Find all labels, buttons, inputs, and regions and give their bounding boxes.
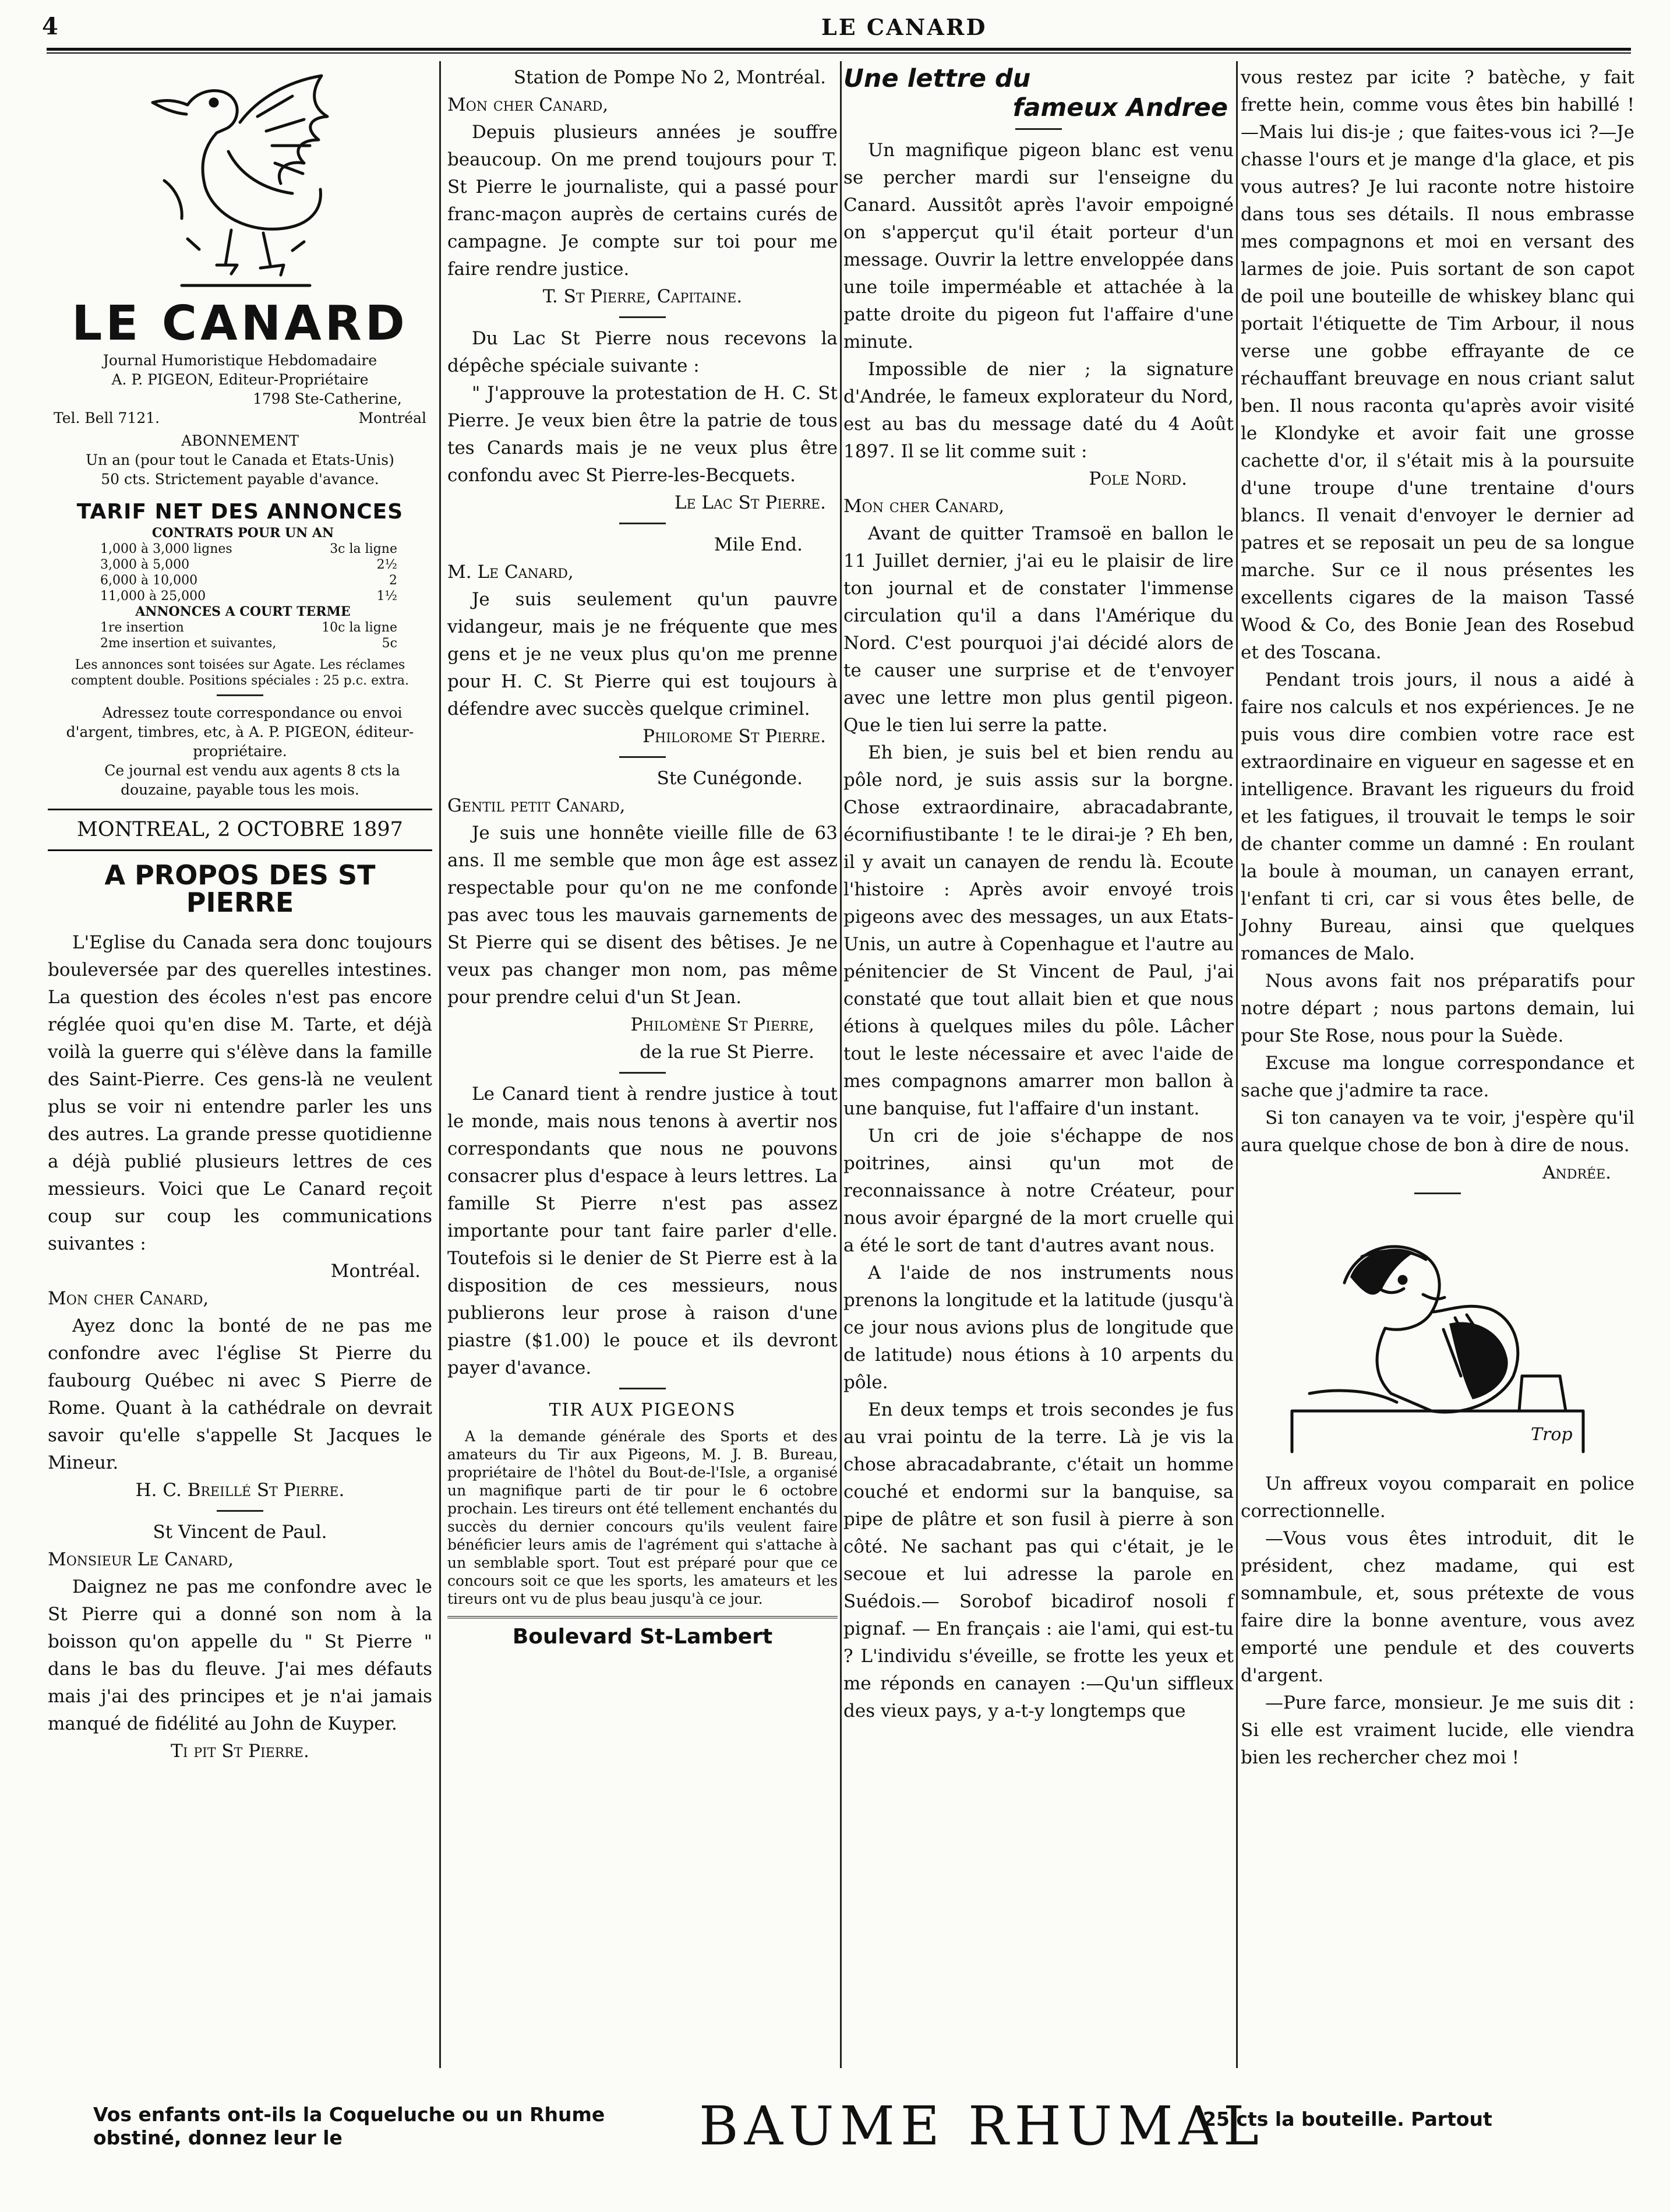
anecdote-paragraph: —Pure farce, monsieur. Je me suis dit : Si elle est vraiment lucide, elle viendra bien les rechercher chez moi ! [1241, 1692, 1634, 1768]
letter-place: Ste Cunégonde. [656, 768, 803, 789]
tarif-row: 1re insertion 10c la ligne [100, 620, 397, 635]
column-rule [439, 61, 441, 2068]
tarif-row: 6,000 à 10,000 2 [100, 573, 397, 588]
tarif-row: 2me insertion et suivantes, 5c [100, 636, 397, 651]
divider [217, 694, 263, 696]
correspondance-note: Adressez toute correspondance ou envoi d'argent, timbres, etc, à A. P. PIGEON, éditeur-propriétaire. [66, 704, 414, 760]
letter-signature: Philomène St Pierre, [630, 1014, 814, 1035]
masthead [48, 64, 432, 799]
contrats-label: CONTRATS POUR UN AN [151, 525, 334, 541]
andree-headline-line-2: fameux Andree [1012, 93, 1228, 122]
column-3 [843, 64, 1234, 1725]
running-header [35, 8, 1637, 43]
tir-body: A la demande générale des Sports et des amateurs du Tir aux Pigeons, M. J. B. Bureau, propriétaire de l'hôtel du Bout-de-l'Isle, a organisé un magnifique parti de tir pour le 6 octobre prochain. Les tireurs ont été tellement enchantés du succès du dernier concours qu'ils veulent faire bénéficier leurs amis de l'agrément qui s'attache à un semblable sport. Tout est préparé pour que ce concours soit ce que les sports, les amateurs et les tireurs ont vu de plus beau jusqu'à ce jour. [447, 1428, 838, 1607]
editor-note: Le Canard tient à rendre justice à tout le monde, mais nous tenons à avertir nos correspondants que nous ne pouvons consacrer plus d'espace à leurs lettres. La famille St Pierre n'est pas assez importante pour tant faire parler d'elle. Toutefois si le denier de St Pierre est à la disposition de ces messieurs, nous publierons leur prose à raison d'une piastre ($1.00) le pouce et ils devront payer d'avance. [447, 1084, 838, 1378]
andree-paragraph: Eh bien, je suis bel et bien rendu au pôle nord, je suis assis sur la borgne. Chose extraordinaire, abracadabrante, écornifiustibante ! te le dirai-je ? Eh ben, il y avait un canayen de rendu là. Ecoute l'histoire : Après avoir envoyé trois pigeons avec des messages, un aux Etats-Unis, un autre à Copenhague et l'autre au pénitencier de St Vincent de Paul, j'ai constaté que tout allait bien et que nous étions à quelques miles du pôle. Lâcher tout le leste nécessaire et avec l'aide de mes compagnons amarrer mon ballon à une banquise, fut l'affaire d'un instant. [843, 742, 1234, 1119]
divider [217, 1510, 263, 1512]
letter-signature: Ti pit St Pierre. [171, 1741, 309, 1762]
letter-salutation: M. Le Canard, [447, 562, 574, 583]
divider [1015, 128, 1062, 130]
column-4 [1241, 64, 1634, 1772]
tarif-title: TARIF NET DES ANNONCES [76, 500, 404, 524]
footer-brand: BAUME RHUMAL [699, 2095, 1265, 2157]
court-terme-label: ANNONCES A COURT TERME [135, 604, 351, 619]
letter-signature: H. C. Breillé St Pierre. [135, 1480, 345, 1501]
andree-paragraph: Impossible de nier ; la signature d'Andrée, le fameux explorateur du Nord, est au bas du message daté du 4 Août 1897. Il se lit comme suit : [843, 359, 1234, 462]
letter-signature: T. St Pierre, Capitaine. [542, 286, 743, 307]
abonnement-label: ABONNEMENT [181, 432, 299, 449]
letter-place: Mile End. [714, 534, 803, 555]
andree-paragraph: Nous avons fait nos préparatifs pour notre départ ; nous partons demain, lui pour Ste Rose, nous pour la Suède. [1241, 971, 1634, 1046]
andree-paragraph: Un magnifique pigeon blanc est venu se percher mardi sur l'enseigne du Canard. Aussitôt après l'avoir empoigné on s'apperçut qu'il était porteur d'un message. Ouvrir la lettre enveloppée dans une toile imperméable et attachée à la patte droite du pigeon fut l'affaire d'une minute. [843, 140, 1234, 352]
letter-salutation: Mon cher Canard, [843, 496, 1005, 517]
letter-body: " J'approuve la protestation de H. C. St Pierre. Je veux bien être la patrie de tous tes Canards mais je ne veux plus être confondu avec St Pierre-les-Becquets. [447, 383, 838, 486]
letter-salutation: Mon cher Canard, [447, 94, 609, 115]
dateline: MONTREAL, 2 OCTOBRE 1897 [48, 809, 432, 851]
letter-place: St Vincent de Paul. [153, 1522, 327, 1543]
city: Montréal [358, 410, 426, 426]
letter-signature: Le Lac St Pierre. [674, 492, 826, 513]
publisher: A. P. PIGEON, Editeur-Propriétaire [111, 371, 369, 388]
letter-salutation: Monsieur Le Canard, [48, 1549, 234, 1570]
footer-advertisement [70, 2097, 1613, 2161]
andree-paragraph: Pendant trois jours, il nous a aidé à faire nos calculs et nos expériences. Je ne puis vous dire combien votre race est extraordinaire en vigueur en sagesse et en intelligence. Bravant les rigueurs du froid et les fatigues, il trouvait le temps le soir de chanter comme un damné : En roulant la boule à mouman, un canayen errant, l'enfant ti cri, car si vous êtes belle, de Johny Bureau, ainsi que quelques romances de Malo. [1241, 669, 1634, 964]
tir-headline: TIR AUX PIGEONS [549, 1400, 736, 1420]
tarif-row: 1,000 à 3,000 lignes 3c la ligne [100, 542, 397, 556]
andree-signature: Andrée. [1542, 1162, 1611, 1183]
anecdote-paragraph: Un affreux voyou comparait en police correctionnelle. [1241, 1473, 1634, 1522]
andree-paragraph: A l'aide de nos instruments nous prenons la longitude et la latitude (jusqu'à ce jour nous avions plus de longitude que de latitude) nous étions à 10 arpents du pôle. [843, 1262, 1234, 1393]
divider [619, 316, 666, 318]
letter-body: Ayez donc la bonté de ne pas me confondre avec l'église St Pierre du faubourg Québec ni avec S Pierre de Rome. Quant à la cathédrale on devrait savoir qu'elle s'appelle St Jacques le Mineur. [48, 1315, 432, 1473]
letter-body: Daignez ne pas me confondre avec le St Pierre qui a donné son nom à la boisson qu'on appelle du " St Pierre " dans le bas du fleuve. J'ai mes défauts mais j'ai des principes et je n'ai jamais manqué de fidélité au John de Kuyper. [48, 1576, 432, 1734]
abonnement-line-1: Un an (pour tout le Canada et Etats-Unis) [86, 451, 394, 468]
tarif-row: 3,000 à 5,000 2½ [100, 558, 397, 572]
column-1 [48, 64, 432, 1765]
letter-body: Je suis seulement qu'un pauvre vidangeur, mais je ne fréquente que mes gens et je ne veux plus qu'on me prenne pour H. C. St Pierre qui est toujours à défendre avec succès quelque criminel. [447, 589, 838, 719]
divider [619, 1072, 666, 1074]
page-number: 4 [42, 13, 58, 40]
header-rule [47, 48, 1631, 54]
running-title: LE CANARD [821, 14, 987, 40]
letter-salutation: Gentil petit Canard, [447, 795, 626, 816]
andree-paragraph: En deux temps et trois secondes je fus au vrai pointu de la terre. Là je vis la chose abracadabrante, c'était un homme couché et endormi sur la banquise, sa pipe de plâtre et son fusil à pierre à son côté. Ne sachant pas qui c'était, je le secoue et lui adresse la parole en Suédois.— Sorobof bicadirof nosoli f pignaf. — En français : aie l'ami, qui est-tu ? L'individu s'éveille, se frotte les yeux et me réponds en canayen :—Qu'un siffleux des vieux pays, y a-t-y longtemps que [843, 1399, 1234, 1721]
divider [619, 756, 666, 758]
andree-paragraph: Avant de quitter Tramsoë en ballon le 11 Juillet dernier, j'ai eu le plaisir de lire ton journal et de constater l'immense circulation qu'il a dans l'Amérique du Nord. C'est pourquoi j'ai décidé alors de te causer une surprise et de t'envoyer avec une lettre mon plus gentil pigeon. Que le tien lui serre la patte. [843, 523, 1234, 736]
letter-place: Station de Pompe No 2, Montréal. [513, 67, 826, 88]
column-rule [840, 61, 842, 2068]
abonnement-line-2: 50 cts. Strictement payable d'avance. [101, 471, 379, 488]
footer-price: 25 cts la bouteille. Partout [1203, 2108, 1492, 2130]
subtitle: Journal Humoristique Hebdomadaire [103, 352, 377, 369]
vente-note: Ce journal est vendu aux agents 8 cts la douzaine, payable tous les mois. [104, 762, 400, 798]
tarif-row: 11,000 à 25,000 1½ [100, 589, 397, 604]
letter-body: Depuis plusieurs années je souffre beaucoup. On me prend toujours pour T. St Pierre le journaliste, qui a passé pour franc-maçon auprès de certains curés de campagne. Je compte sur toi pour me faire rendre justice. [447, 122, 838, 280]
tarif-notes: Les annonces sont toisées sur Agate. Les réclames comptent double. Positions spéciales : 25 p.c. extra. [71, 658, 409, 688]
article-headline: A PROPOS DES ST PIERRE [104, 859, 376, 918]
column-rule [1236, 61, 1238, 2068]
divider [619, 523, 666, 524]
letter-signature: Philorome St Pierre. [642, 726, 826, 747]
article-intro: L'Eglise du Canada sera donc toujours bouleversée par des querelles intestines. La question des écoles n'est pas encore réglée quoi qu'en dise M. Tarte, et déjà voilà la guerre qui s'élève dans la famille des Saint-Pierre. Ces gens-là ne veulent plus se voir ni entendre parler les uns des autres. La grande presse quotidienne a déjà publié plusieurs lettres de ces messieurs. Voici que Le Canard reçoit coup sur coup les communications suivantes : [48, 932, 432, 1254]
duck-emblem-icon [118, 64, 362, 297]
address: 1798 Ste-Catherine, [253, 390, 402, 407]
letter-intro: Du Lac St Pierre nous recevons la dépêche spéciale suivante : [447, 328, 838, 376]
anecdote-paragraph: —Vous vous êtes introduit, dit le président, chez madame, qui est somnambule, et, sous prétexte de vous faire dire la bonne aventure, vous avez emporté une pendule et des couverts d'argent. [1241, 1528, 1634, 1686]
letter-salutation: Mon cher Canard, [48, 1288, 209, 1309]
masthead-title: LE CANARD [72, 296, 408, 351]
column-2 [447, 64, 838, 1650]
vignette-illustration [1257, 1201, 1618, 1463]
footer-ad-text: Vos enfants ont-ils la Coqueluche ou un Rhume obstiné, donnez leur le [93, 2103, 605, 2149]
letter-body: Je suis une honnête vieille fille de 63 ans. Il me semble que mon âge est assez respectable pour qu'on ne me confonde pas avec tous les mauvais garnements de St Pierre qui se disent des bêtises. Je ne veux pas changer mon nom, pas même pour prendre celui d'un St Jean. [447, 823, 838, 1008]
divider [619, 1388, 666, 1389]
andree-headline-line-1: Une lettre du [843, 64, 1031, 93]
letter-place: Montréal. [330, 1261, 421, 1282]
andree-paragraph: Un cri de joie s'échappe de nos poitrines, ainsi qu'un mot de reconnaissance à notre Créateur, pour nous avoir épargné de la mort cruelle qui a été le sort de tant d'autres avant nous. [843, 1126, 1234, 1256]
phone: Tel. Bell 7121. [54, 410, 160, 426]
divider [1414, 1193, 1461, 1194]
andree-paragraph: Si ton canayen va te voir, j'espère qu'il aura quelque chose de bon à dire de nous. [1241, 1107, 1634, 1156]
tarif-table [48, 525, 432, 689]
andree-paragraph: Excuse ma longue correspondance et sache que j'admire ta race. [1241, 1053, 1634, 1101]
phone-city [48, 408, 432, 428]
letter-place: Pole Nord. [1089, 468, 1187, 489]
artist-signature: Trop [1531, 1424, 1573, 1445]
andree-paragraph: vous restez par icite ? batèche, y fait frette hein, comme vous êtes bin habillé !—Mais lui dis-je ; que faites-vous ici ?—Je chasse l'ours et je mange d'la glace, et pis vous autres? Je lui raconte notre histoire dans tous ses détails. Il nous embrasse mes compagnons et moi en versant des larmes de joie. Puis sortant de son capot de poil une bouteille de whiskey blanc qui portait l'étiquette de Tim Arbour, il nous verse une gobbe effrayante de ce réchauffant breuvage en nous criant salut ben. Il nous raconta qu'après avoir visité le Klondyke et avoir fait une grosse cachette d'or, il s'était mis à la poursuite d'une troupe d'une trentaine d'ours blancs. Il venait d'envoyer le dernier ad patres et se reposait un peu de sa longue marche. Sur ce il nous présentes les excellents cigares de la maison Tassé Wood & Co, des Bonie Jean des Rosebud et des Toscana. [1241, 67, 1634, 663]
boulevard-ad: Boulevard St-Lambert [447, 1616, 838, 1650]
letter-signature-line-2: de la rue St Pierre. [640, 1042, 814, 1063]
